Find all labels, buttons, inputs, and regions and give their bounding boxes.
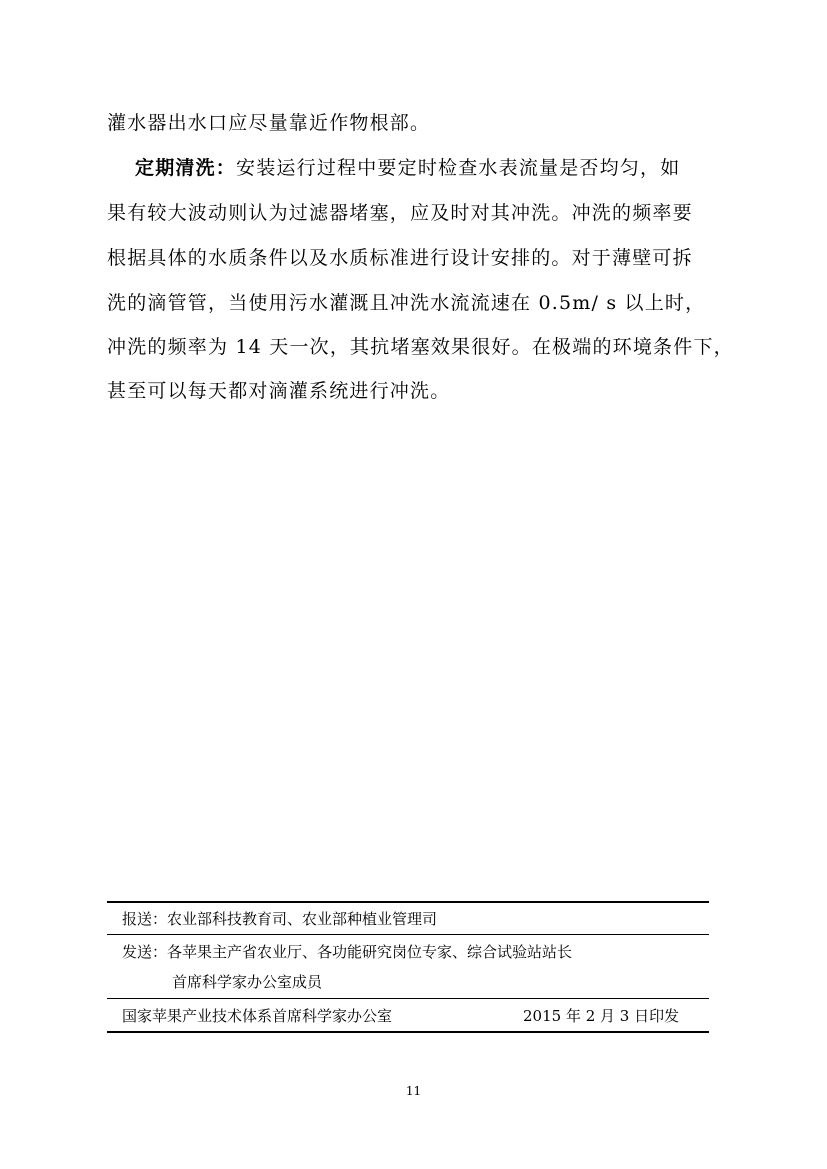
issuer-line: 国家苹果产业技术体系首席科学家办公室 xyxy=(122,1007,393,1025)
text-line: 果有较大波动则认为过滤器堵塞，应及时对其冲洗。冲洗的频率要 xyxy=(107,202,693,224)
footer-divider xyxy=(107,934,709,935)
footer-bottom-rule xyxy=(107,1031,709,1033)
text-span: 安装运行过程中要定时检查水表流量是否均匀，如 xyxy=(236,157,681,179)
send-to-line: 发送：各苹果主产省农业厅、各功能研究岗位专家、综合试验站站长 xyxy=(122,943,573,961)
text-line: 根据具体的水质条件以及水质标准进行设计安排的。对于薄壁可拆 xyxy=(107,247,693,269)
report-to-line: 报送：农业部科技教育司、农业部种植业管理司 xyxy=(122,910,438,928)
issue-date: 2015 年 2 月 3 日印发 xyxy=(523,1007,680,1025)
text-line: 甚至可以每天都对滴灌系统进行冲洗。 xyxy=(107,380,451,402)
section-label: 定期清洗： xyxy=(135,157,237,179)
text-line: 灌水器出水口应尽量靠近作物根部。 xyxy=(107,112,431,134)
page-number: 11 xyxy=(405,1084,422,1098)
text-line: 冲洗的频率为 14 天一次，其抗堵塞效果很好。在极端的环境条件下， xyxy=(107,336,734,358)
text-line xyxy=(107,153,680,180)
send-to-continuation: 首席科学家办公室成员 xyxy=(172,973,323,991)
text-line: 洗的滴管管，当使用污水灌溉且冲洗水流流速在 0.5m/ s 以上时， xyxy=(107,292,706,314)
footer-divider xyxy=(107,998,709,999)
footer-top-rule xyxy=(107,901,709,903)
